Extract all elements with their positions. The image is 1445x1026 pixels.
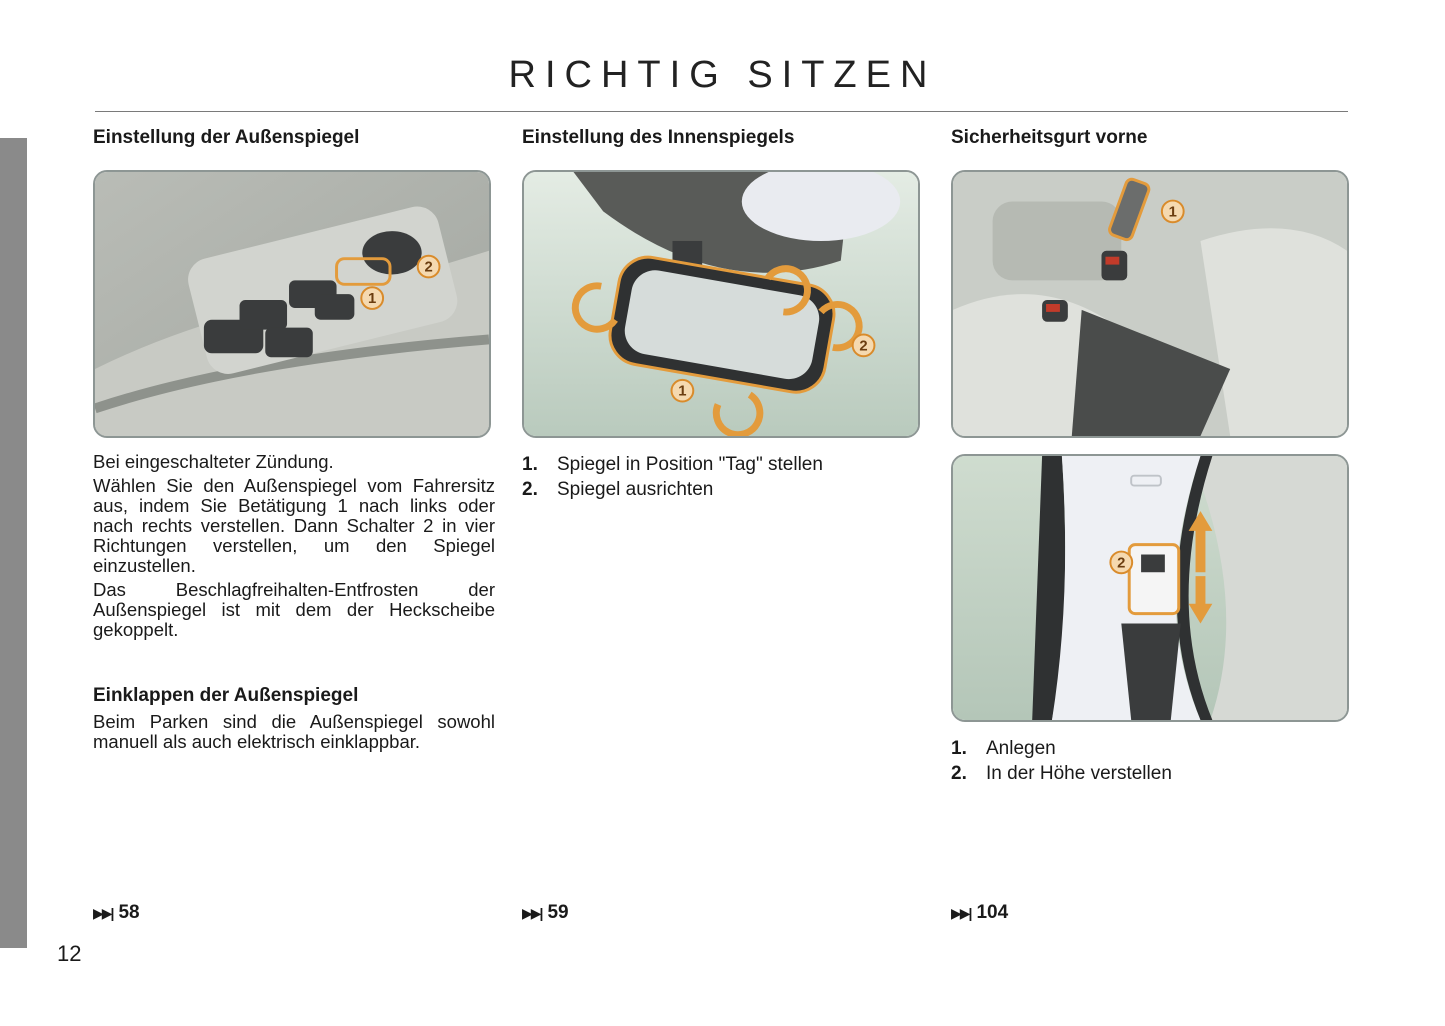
instruction-list — [522, 452, 924, 502]
skip-forward-icon: ▶▶| — [951, 904, 971, 921]
callout-1: 1 — [1168, 204, 1177, 221]
section-heading: Einstellung des Innenspiegels — [522, 127, 795, 148]
skip-forward-icon: ▶▶| — [93, 904, 113, 921]
column-interior-mirror — [522, 126, 924, 502]
reference-page-number: 58 — [118, 902, 140, 923]
section-heading: Sicherheitsgurt vorne — [951, 127, 1148, 148]
paragraph: Das Beschlagfreihalten-Entfrosten der Außenspiegel ist mit dem der Heckscheibe gekoppelt. — [93, 579, 495, 640]
item-number: 1. — [951, 738, 967, 759]
door-mirror-switch-photo — [93, 170, 491, 438]
item-number: 1. — [522, 454, 538, 475]
callout-1: 1 — [678, 383, 687, 400]
item-number: 2. — [522, 479, 538, 500]
interior-mirror-photo — [522, 170, 920, 438]
list-item — [522, 477, 924, 502]
list-item — [522, 452, 924, 477]
item-text: In der Höhe verstellen — [986, 763, 1172, 784]
section-heading: Einstellung der Außenspiegel — [93, 127, 360, 148]
item-text: Anlegen — [986, 738, 1056, 759]
reference-page-number: 104 — [976, 902, 1009, 923]
side-tab — [0, 138, 27, 948]
paragraph: Beim Parken sind die Außenspiegel sowohl manuell als auch elektrisch einklappbar. — [93, 711, 495, 752]
item-text: Spiegel ausrichten — [557, 479, 714, 500]
page-title: RICHTIG SITZEN — [508, 54, 937, 96]
page-reference-link[interactable] — [93, 902, 140, 924]
sub-heading: Einklappen der Außenspiegel — [93, 685, 359, 706]
item-number: 2. — [951, 763, 967, 784]
list-item — [951, 761, 1353, 786]
seatbelt-height-photo — [951, 454, 1349, 722]
page-number: 12 — [57, 941, 82, 966]
callout-2: 2 — [1117, 555, 1126, 572]
seatbelt-buckle-photo — [951, 170, 1349, 438]
page-reference-link[interactable] — [522, 902, 569, 924]
reference-page-number: 59 — [547, 902, 569, 923]
page-reference-link[interactable] — [951, 902, 1008, 924]
paragraph: Bei eingeschalteter Zündung. — [93, 451, 334, 472]
list-item — [951, 736, 1353, 761]
paragraph: Wählen Sie den Außenspiegel vom Fahrersitz aus, indem Sie Betätigung 1 nach links oder nach rechts verstellen. Dann Schalter 2 in vier Richtungen verstellen, um den Spiegel einzustellen. — [93, 475, 495, 576]
instruction-list — [951, 736, 1353, 786]
column-exterior-mirrors — [93, 126, 495, 756]
callout-1: 1 — [368, 291, 377, 308]
callout-2: 2 — [424, 259, 433, 276]
column-front-seatbelt — [951, 126, 1353, 786]
title-divider — [95, 111, 1348, 112]
callout-2: 2 — [859, 338, 868, 355]
section-body — [93, 452, 495, 640]
skip-forward-icon: ▶▶| — [522, 904, 542, 921]
item-text: Spiegel in Position "Tag" stellen — [557, 454, 823, 475]
